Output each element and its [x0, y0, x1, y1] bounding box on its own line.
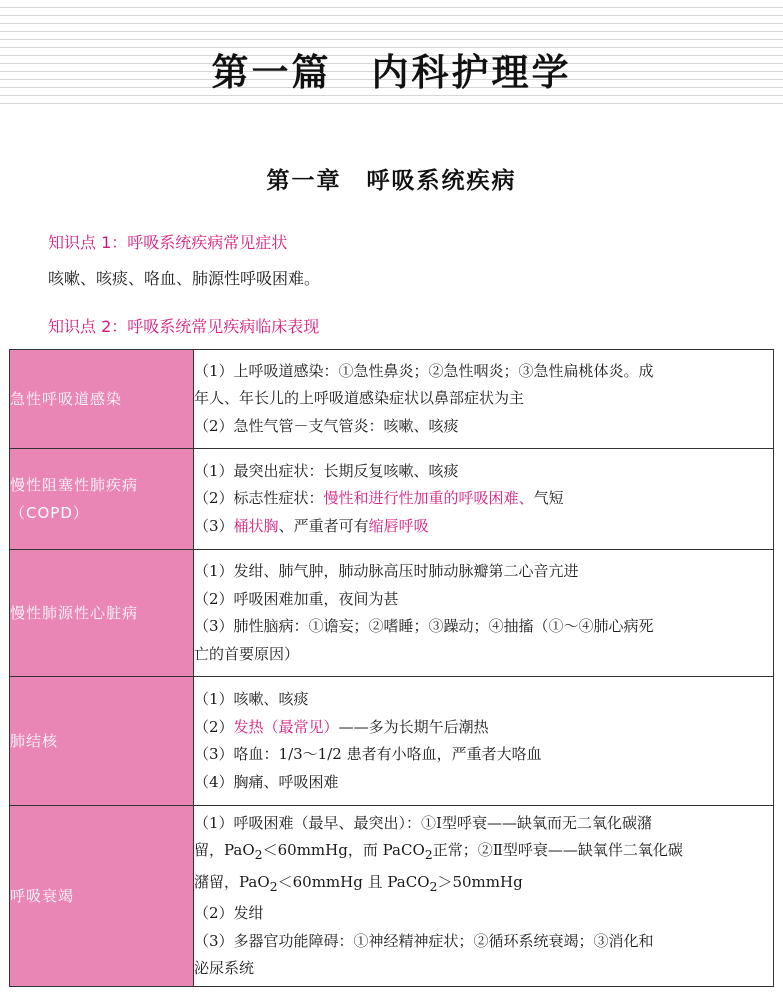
highlight-text: 慢性和进行性加重的呼吸困难 [323, 489, 519, 508]
table-row [10, 806, 774, 987]
line: （3）咯血：1/3～1/2 患者有小咯血，严重者大咯血 [194, 745, 542, 763]
highlight-text: 、 [518, 489, 534, 508]
line: （4）胸痛、呼吸困难 [194, 772, 339, 791]
text: （2） [194, 717, 234, 736]
disease-name-line: （COPD） [10, 504, 89, 522]
subscript: 2 [429, 878, 438, 894]
text: （2）标志性症状： [194, 489, 324, 508]
table-row [10, 449, 774, 550]
line [194, 513, 773, 541]
line: （1）最突出症状：长期反复咳嗽、咳痰 [194, 461, 459, 480]
line: （1）发绀、肺气肿，肺动脉高压时肺动脉瓣第二心音亢进 [194, 562, 579, 580]
text: ＞50mmHg [437, 872, 523, 891]
text: 、严重者可有 [278, 516, 369, 535]
line: 亡的首要原因） [194, 644, 300, 663]
text: ——多为长期午后潮热 [338, 717, 489, 736]
table-row [10, 677, 774, 806]
part-title: 第一篇 内科护理学 [211, 51, 572, 94]
line [194, 485, 773, 513]
subscript: 2 [424, 847, 433, 862]
manifestation-cell [194, 677, 774, 806]
line: （3）肺性脑病：①谵妄；②嗜睡；③躁动；④抽搐（①～④肺心病死 [194, 617, 654, 635]
line: （1）上呼吸道感染：①急性鼻炎；②急性咽炎；③急性扁桃体炎。成 [194, 361, 654, 380]
text: 气短 [533, 489, 564, 508]
text: 正常；②Ⅱ型呼衰——缺氧伴二氧化碳 [432, 841, 683, 859]
disease-name: 呼吸衰竭 [10, 806, 194, 987]
manifestation-cell [194, 350, 774, 449]
subscript: 2 [254, 847, 263, 862]
disease-name: 急性呼吸道感染 [10, 350, 194, 449]
knowledge-point-1-title: 知识点 1：呼吸系统疾病常见症状 [48, 233, 288, 252]
disease-name: 肺结核 [10, 677, 194, 806]
line: （3）多器官功能障碍：①神经精神症状；②循环系统衰竭；③消化和 [194, 931, 654, 950]
highlight-text: 缩唇呼吸 [368, 516, 429, 535]
disease-name-line: 慢性阻塞性肺疾病 [10, 476, 139, 494]
line [194, 714, 773, 742]
line [194, 869, 773, 901]
clinical-manifestations-table [9, 349, 774, 987]
disease-name: 慢性肺源性心脏病 [10, 550, 194, 677]
line: （2）呼吸困难加重，夜间为甚 [194, 589, 399, 608]
text: 潴留，PaO [194, 872, 270, 891]
line: （1）呼吸困难（最早、最突出）：①Ⅰ型呼衰——缺氧而无二氧化碳潴 [194, 813, 652, 832]
knowledge-point-1-text: 咳嗽、咳痰、咯血、肺源性呼吸困难。 [48, 269, 321, 288]
text: 留，PaO [194, 841, 255, 859]
line: （1）咳嗽、咳痰 [194, 690, 309, 708]
table-row [10, 550, 774, 677]
line: （2）急性气管－支气管炎：咳嗽、咳痰 [194, 416, 459, 435]
manifestation-cell [194, 806, 774, 987]
text: ＜60mmHg，而 PaCO [262, 841, 425, 859]
highlight-text: 桶状胸 [233, 516, 279, 535]
manifestation-cell [194, 449, 774, 550]
line [194, 837, 773, 869]
text: ＜60mmHg 且 PaCO [277, 872, 430, 891]
line: （2）发绀 [194, 904, 264, 922]
chapter-title: 第一章 呼吸系统疾病 [266, 167, 517, 194]
subscript: 2 [269, 878, 278, 894]
text: （3） [194, 516, 234, 535]
highlight-text: 发热（最常见） [233, 717, 339, 736]
disease-name [10, 449, 194, 550]
table-row [10, 350, 774, 449]
manifestation-cell [194, 550, 774, 677]
knowledge-point-2-title: 知识点 2：呼吸系统常见疾病临床表现 [48, 317, 320, 336]
line: 年人、年长儿的上呼吸道感染症状以鼻部症状为主 [194, 389, 525, 408]
line: 泌尿系统 [194, 959, 255, 977]
